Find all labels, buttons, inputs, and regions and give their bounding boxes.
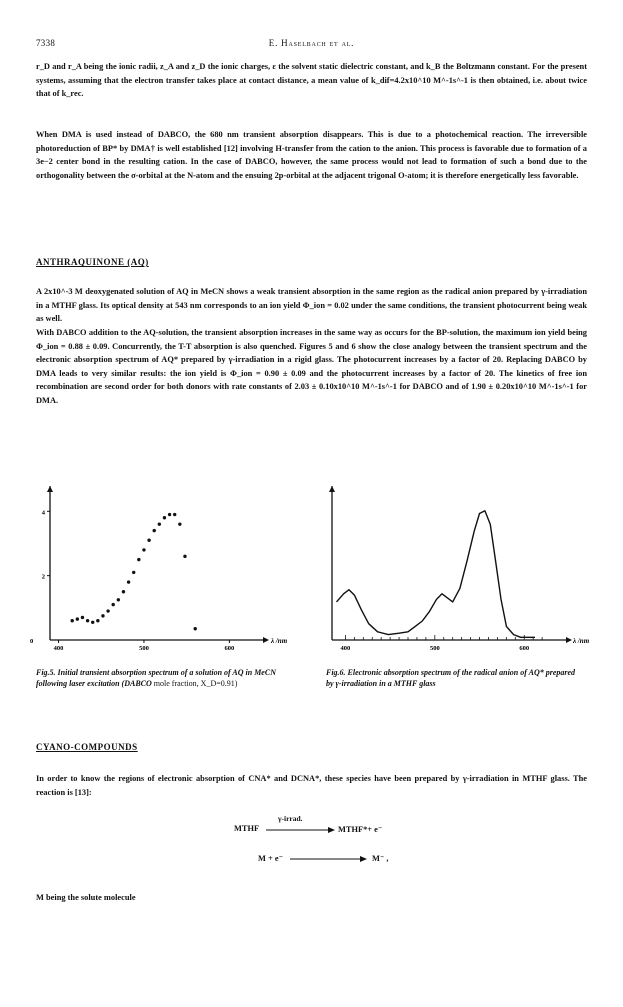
paragraph-3: A 2x10^-3 M deoxygenated solution of AQ in MeCN shows a weak transient absorption in the same region as the radical anion prepared by γ-irradiation in a MTHF glass. Its optical density at 543 nm corresponds to an ion yield Φ_ion = 0.02 under the same conditions, the transient photocurrent being weak as well. xyxy=(36,287,587,324)
data-point xyxy=(168,513,171,516)
data-point xyxy=(132,571,135,574)
data-point xyxy=(86,619,89,622)
equation-2-arrow xyxy=(290,855,370,863)
page-number: 7338 xyxy=(36,38,56,48)
figure-5-caption xyxy=(36,668,286,689)
paragraph-1: r_D and r_A being the ionic radii, z_A and z_D the ionic charges, ε the solvent static dielectric constant, and k_B the Boltzmann constant. For the present systems, assuming that the electron transfer takes place at contact distance, a mean value of k_dif=4.2x10^10 M^-1s^-1 is then obtained, i.e. about twice that of k_rec. xyxy=(36,62,587,99)
figure-5-caption-tail: mole fraction, X_D=0.91) xyxy=(153,678,238,688)
x-axis-unit: λ /nm xyxy=(271,637,288,645)
data-point xyxy=(173,513,176,516)
data-point xyxy=(117,598,120,601)
x-tick-label: 600 xyxy=(224,645,235,652)
data-point xyxy=(158,522,161,525)
x-axis-unit: λ /nm xyxy=(573,637,590,645)
x-tick-label: 500 xyxy=(429,645,440,652)
equation-1-right: MTHF*+ e⁻ xyxy=(338,825,383,834)
figure-5-caption-main: Fig.5. Initial transient absorption spectrum of a solution of AQ in MeCN following laser excitation (DABCO xyxy=(36,668,276,688)
y-axis-arrowhead xyxy=(329,486,335,492)
x-axis-arrowhead xyxy=(263,637,269,643)
y-tick-label: 4 xyxy=(41,509,45,517)
x-tick-label: 400 xyxy=(53,645,64,652)
data-point xyxy=(112,603,115,606)
section-heading-cyano: CYANO-COMPOUNDS xyxy=(36,742,138,752)
paragraph-2: When DMA is used instead of DABCO, the 680 nm transient absorption disappears. This is due to a photochemical reaction. The irreversible photoreduction of BP* by DMA† is well established [12] involving H-transfer from the cation to the anion. This process is favorable due to formation of a 3e−2 center bond in the resulting cation. In the case of DABCO, however, the same process would not lead to formation of such a bond due to the orthogonality between the σ-orbital at the N-atom and the ensuing 2p-orbital at the adjacent trigonal O-atom; it is therefore energetically less favorable. xyxy=(36,130,587,180)
equation-1-left: MTHF xyxy=(234,824,260,833)
spectrum-line xyxy=(337,511,536,638)
paragraph-6: M being the solute molecule xyxy=(36,893,136,902)
data-point xyxy=(122,590,125,593)
figure-5-chart xyxy=(30,478,300,658)
data-point xyxy=(142,548,145,551)
section-heading-anthraquinone: ANTHRAQUINONE (AQ) xyxy=(36,257,149,267)
data-point xyxy=(76,617,79,620)
equation-1-arrow xyxy=(266,826,336,834)
data-point xyxy=(96,619,99,622)
origin-label: 0 xyxy=(30,638,34,645)
data-point xyxy=(91,621,94,624)
data-point xyxy=(106,609,109,612)
figure-6-chart xyxy=(316,478,596,658)
data-point xyxy=(137,558,140,561)
equation-2-left: M + e⁻ xyxy=(258,854,284,863)
y-tick-label: 2 xyxy=(41,573,45,581)
data-point xyxy=(71,619,74,622)
x-tick-label: 500 xyxy=(139,645,149,652)
equation-2-right: M⁻ , xyxy=(372,854,389,863)
data-point xyxy=(101,614,104,617)
data-point xyxy=(183,555,186,558)
data-point xyxy=(194,627,197,630)
running-title: E. Haselbach et al. xyxy=(268,38,355,48)
data-point xyxy=(147,539,150,542)
figure-6-caption: Fig.6. Electronic absorption spectrum of the radical anion of AQ* prepared by γ-irradiation in a MTHF glass xyxy=(326,668,576,688)
data-point xyxy=(127,580,130,583)
x-axis-arrowhead xyxy=(566,637,572,643)
data-point xyxy=(153,529,156,532)
data-point xyxy=(178,522,181,525)
data-point xyxy=(81,616,84,619)
x-tick-label: 400 xyxy=(340,645,351,652)
paragraph-5: In order to know the regions of electronic absorption of CNA* and DCNA*, these species have been prepared by γ-irradiation in MTHF glass. The reaction is [13]: xyxy=(36,774,587,797)
equation-1-condition: γ-irrad. xyxy=(278,814,303,823)
y-axis-arrowhead xyxy=(47,486,53,492)
x-tick-label: 600 xyxy=(519,645,530,652)
paragraph-4: With DABCO addition to the AQ-solution, the transient absorption increases in the same way as occurs for the BP-solution, the maximum ion yield being Φ_ion = 0.88 ± 0.09. Concurrently, the T-T absorption is also quenched. Figures 5 and 6 show the close analogy between the transient spectrum and the electronic absorption spectrum of AQ* prepared by γ-irradiation in a rigid glass. The photocurrent increases by a factor of 20. Replacing DABCO by DMA leads to very similar results: the ion yield is Φ_ion = 0.90 ± 0.09 and the photocurrent increases by a factor of 20. The kinetics of free ion recombination are second order for both donors with rate constants of 2.03 ± 0.10x10^10 M^-1s^-1 for DABCO and of 1.90 ± 0.20x10^10 M^-1s^-1 for DMA. xyxy=(36,328,587,405)
data-point xyxy=(163,516,166,519)
